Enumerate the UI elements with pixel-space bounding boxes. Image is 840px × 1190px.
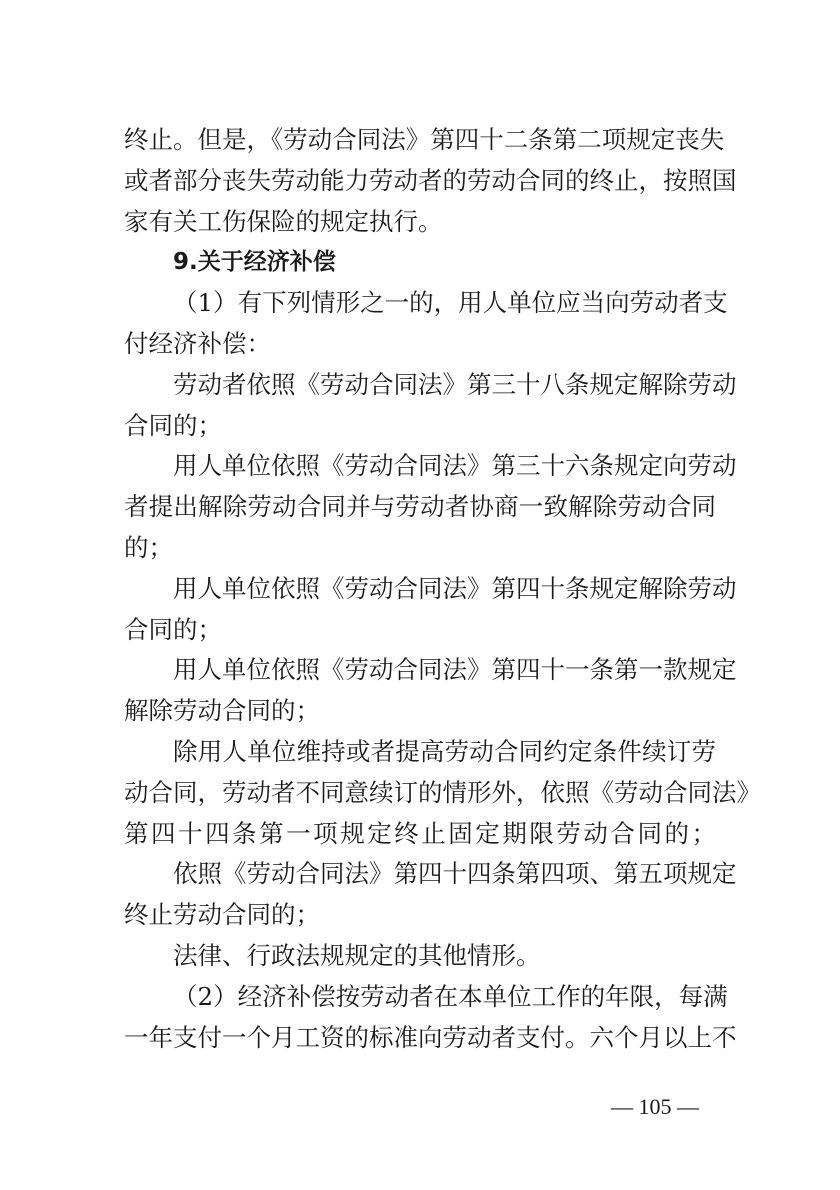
text-line: 付经济补偿：: [124, 328, 271, 358]
text-line: 用人单位依照《劳动合同法》第三十六条规定向劳动: [173, 451, 737, 481]
text-line: （1）有下列情形之一的，用人单位应当向劳动者支: [173, 288, 728, 318]
text-line: 除用人单位维持或者提高劳动合同约定条件续订劳: [173, 736, 716, 766]
text-line: 法律、行政法规规定的其他情形。: [173, 940, 541, 970]
text-line: 动合同，劳动者不同意续订的情形外，依照《劳动合同法》: [124, 777, 761, 807]
text-line: 一年支付一个月工资的标准向劳动者支付。六个月以上不: [124, 1022, 737, 1052]
text-line: 终止劳动合同的；: [124, 900, 320, 930]
text-line: 用人单位依照《劳动合同法》第四十条规定解除劳动: [173, 573, 737, 603]
text-line: （2）经济补偿按劳动者在本单位工作的年限，每满: [173, 981, 728, 1011]
section-heading: 9.关于经济补偿: [173, 249, 336, 276]
page-body: [124, 120, 761, 1058]
page-number: — 105 —: [611, 1094, 699, 1119]
text-line: 合同的；: [124, 410, 222, 440]
text-line: 合同的；: [124, 614, 222, 644]
text-line: 或者部分丧失劳动能力劳动者的劳动合同的终止，按照国: [124, 165, 737, 195]
text-line: 家有关工伤保险的规定执行。: [124, 206, 443, 236]
text-line: 的；: [124, 532, 173, 562]
text-line: 依照《劳动合同法》第四十四条第四项、第五项规定: [173, 859, 737, 889]
text-line: 劳动者依照《劳动合同法》第三十八条规定解除劳动: [173, 369, 737, 399]
text-line: 解除劳动合同的；: [124, 696, 320, 726]
text-line: 用人单位依照《劳动合同法》第四十一条第一款规定: [173, 655, 737, 685]
text-line: 者提出解除劳动合同并与劳动者协商一致解除劳动合同: [124, 492, 716, 522]
text-line: 第四十四条第一项规定终止固定期限劳动合同的；: [124, 818, 716, 848]
text-line: 终止。但是，《劳动合同法》第四十二条第二项规定丧失: [124, 125, 725, 154]
